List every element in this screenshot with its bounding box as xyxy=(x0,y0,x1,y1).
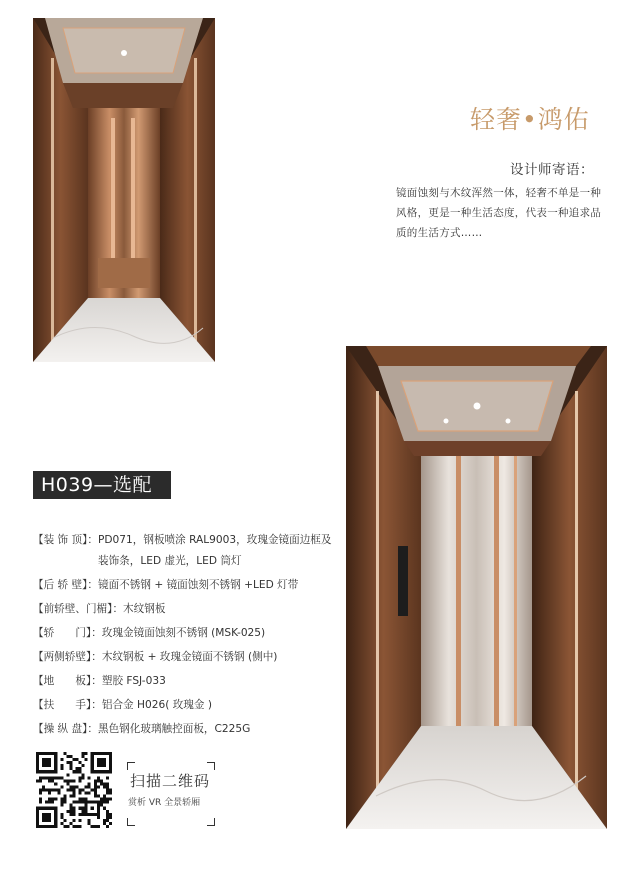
corner-bracket-icon xyxy=(127,762,135,770)
scan-prompt xyxy=(127,762,215,826)
corner-bracket-icon xyxy=(207,762,215,770)
spec-value: 镜面不锈钢 + 镜面蚀刻不锈钢 +LED 灯带 xyxy=(98,578,299,591)
spec-key: 【操 纵 盘】： xyxy=(33,723,98,736)
corner-bracket-icon xyxy=(207,818,215,826)
elevator-photo-bottom xyxy=(346,346,607,829)
spec-value: 黑色钢化玻璃触控面板，C225G xyxy=(98,723,251,736)
spec-key: 【后 轿 壁】： xyxy=(33,578,98,591)
scan-sub-label: 赏析 VR 全景轿厢 xyxy=(128,798,201,808)
spec-list xyxy=(33,530,338,743)
elevator-interior-image xyxy=(33,18,215,362)
spec-key: 【地 板】： xyxy=(33,674,102,687)
elevator-interior-large-image xyxy=(346,346,607,829)
scan-label: 扫描二维码 xyxy=(130,772,211,790)
spec-key: 【前轿壁、门楣】： xyxy=(33,602,124,615)
spec-row xyxy=(33,647,338,668)
spec-value: 铝合金 H026( 玫瑰金 ) xyxy=(101,699,212,712)
spec-value: 玫瑰金镜面蚀刻不锈钢 (MSK-025) xyxy=(101,626,266,639)
spec-key: 【轿 门】： xyxy=(33,626,102,639)
spec-row xyxy=(33,695,338,716)
brand-title: 轻奢•鸿佑 xyxy=(470,105,590,134)
designer-note-label: 设计师寄语： xyxy=(510,162,594,178)
spec-row xyxy=(33,623,338,644)
spec-key: 【扶 手】： xyxy=(33,699,102,712)
spec-row xyxy=(33,575,338,596)
corner-bracket-icon xyxy=(127,818,135,826)
spec-value: 木纹钢板 xyxy=(123,602,166,615)
qr-code-icon[interactable] xyxy=(36,752,112,828)
spec-value: PD071，钢板喷涂 RAL9003，玫瑰金镜面边框及装饰条，LED 虚光，LED 筒灯 xyxy=(98,534,332,567)
spec-row xyxy=(33,599,338,620)
spec-row xyxy=(33,671,338,692)
elevator-photo-top xyxy=(33,18,215,362)
spec-value: 木纹钢板 + 玫瑰金镜面不锈钢 (侧中) xyxy=(101,650,278,663)
spec-key: 【装 饰 顶】： xyxy=(33,534,98,546)
spec-value: 塑胶 FSJ-033 xyxy=(101,674,166,687)
spec-key: 【两侧轿壁】： xyxy=(33,650,102,663)
designer-note-text: 镜面蚀刻与木纹浑然一体，轻奢不单是一种风格，更是一种生活态度，代表一种追求品质的生活方式…… xyxy=(396,187,602,239)
spec-row xyxy=(33,719,338,740)
spec-row xyxy=(33,530,338,571)
model-badge: H039—选配 xyxy=(33,471,171,499)
